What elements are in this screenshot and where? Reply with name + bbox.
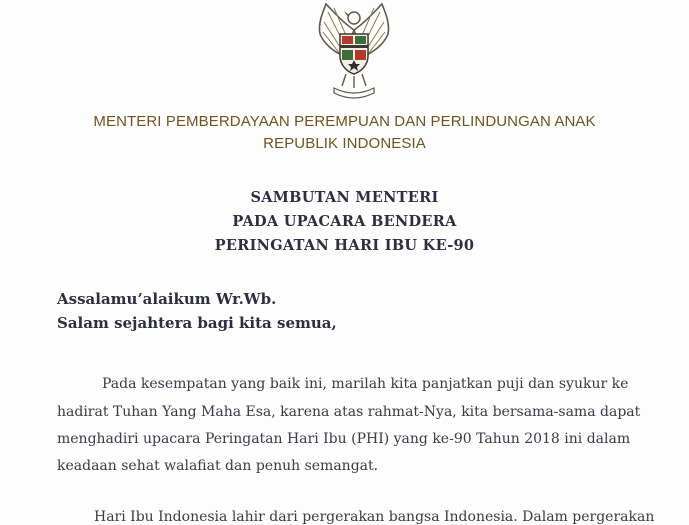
paragraph-1-line-2: hadirat Tuhan Yang Maha Esa, karena atas rahmat-Nya, kita bersama-sama dapat [57,404,641,420]
greeting-line-1: Assalamu’alaikum Wr.Wb. [57,290,277,308]
paragraph-1-line-3: menghadiri upacara Peringatan Hari Ibu (PHI) yang ke-90 Tahun 2018 ini dalam [57,431,631,447]
paragraph-1-line-1: Pada kesempatan yang baik ini, marilah kita panjatkan puji dan syukur ke [102,376,629,392]
greeting-line-2: Salam sejahtera bagi kita semua, [57,314,337,332]
paragraph-1-line-4: keadaan sehat walafiat dan penuh semangat. [57,458,379,474]
country-name: REPUBLIK INDONESIA [263,135,426,152]
heading-line-3: PERINGATAN HARI IBU KE-90 [214,237,475,254]
paragraph-2-line-1: Hari Ibu Indonesia lahir dari pergerakan bangsa Indonesia. Dalam pergerakan [94,509,655,525]
heading-line-1: SAMBUTAN MENTERI [250,189,439,206]
garuda-emblem-icon [304,0,404,102]
ministry-name: MENTERI PEMBERDAYAAN PEREMPUAN DAN PERLINDUNGAN ANAK [93,113,596,130]
heading-line-2: PADA UPACARA BENDERA [232,213,457,230]
